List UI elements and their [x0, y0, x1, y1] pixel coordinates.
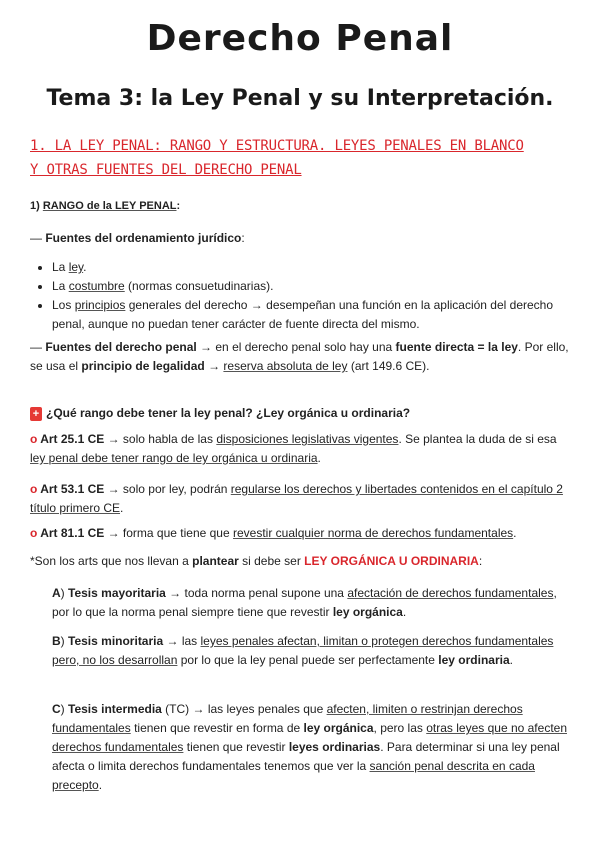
- section-heading-line2: Y OTRAS FUENTES DEL DERECHO PENAL: [30, 162, 302, 178]
- arts-note: *Son los arts que nos llevan a plantear si debe ser LEY ORGÁNICA U ORDINARIA:: [30, 554, 483, 568]
- fuentes-list: [30, 258, 575, 334]
- tesis-mayoritaria: A) Tesis mayoritaria → toda norma penal supone una afectación de derechos fundamentales, por lo que la norma penal siempre tiene que revestir ley orgánica.: [52, 586, 557, 619]
- section-heading: [30, 134, 575, 182]
- list-item: • La costumbre (normas consuetudinarias).: [52, 277, 575, 296]
- art-53-item: o Art 53.1 CE → solo por ley, podrán regularse los derechos y libertades contenidos en el capítulo 2 título primero CE.: [30, 482, 563, 515]
- art-81-item: o Art 81.1 CE → forma que tiene que revestir cualquier norma de derechos fundamentales.: [30, 526, 517, 540]
- tesis-minoritaria: B) Tesis minoritaria → las leyes penales afectan, limitan o protegen derechos fundamentales pero, no los desarrollan por lo que la ley penal puede ser perfectamente ley ordinaria.: [52, 634, 554, 667]
- rango-question: + ¿Qué rango debe tener la ley penal? ¿Ley orgánica u ordinaria?: [30, 404, 575, 423]
- list-item: • La ley.: [52, 258, 575, 277]
- fuentes-ordenamiento: — Fuentes del ordenamiento jurídico:: [30, 231, 245, 245]
- tesis-intermedia: C) Tesis intermedia (TC) → las leyes penales que afecten, limiten o restrinjan derechos fundamentales tienen que revestir en forma de ley orgánica, pero las otras leyes que no afecten derechos fundamentales tienen que revestir leyes ordinarias. Para determinar si una ley penal afecta o limita derechos fundamentales tenemos que ver la sanción penal descrita en cada precepto.: [52, 702, 567, 792]
- rango-heading: 1) RANGO de la LEY PENAL:: [30, 200, 181, 212]
- document-title: Derecho Penal: [146, 18, 454, 59]
- rango-label: RANGO de la LEY PENAL: [42, 200, 177, 212]
- fuentes-derecho-penal: — Fuentes del derecho penal → en el derecho penal solo hay una fuente directa = la ley. Por ello, se usa el principio de legalidad → reserva absoluta de ley (art 149.6 CE).: [30, 340, 569, 373]
- art-25-item: o Art 25.1 CE → solo habla de las disposiciones legislativas vigentes. Se plantea la duda de si esa ley penal debe tener rango de ley orgánica u ordinaria.: [30, 432, 557, 465]
- list-item: • Los principios generales del derecho → desempeñan una función en la aplicación del derecho penal, aunque no puedan tener carácter de fuente directa del mismo.: [52, 296, 575, 334]
- section-heading-line1: 1. LA LEY PENAL: RANGO Y ESTRUCTURA. LEYES PENALES EN BLANCO: [30, 138, 524, 154]
- plus-icon: +: [30, 407, 42, 421]
- topic-title: Tema 3: la Ley Penal y su Interpretación.: [46, 86, 554, 111]
